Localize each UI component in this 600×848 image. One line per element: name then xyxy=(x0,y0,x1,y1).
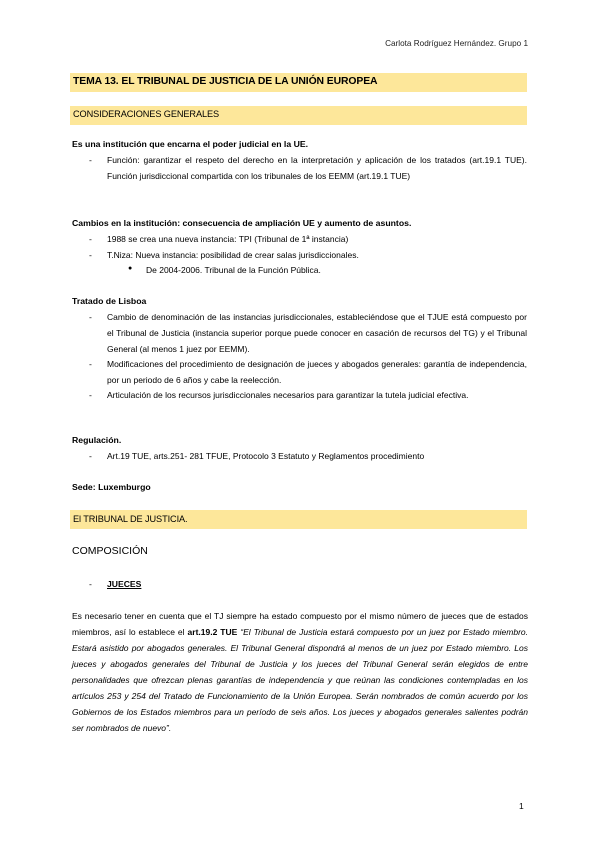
page-number: 1 xyxy=(519,801,524,811)
lisboa-item: Articulación de los recursos jurisdiccionales necesarios para garantizar la tutela judicial efectiva. xyxy=(107,390,469,400)
jueces-heading: JUECES xyxy=(107,579,142,589)
paragraph-intro: Es necesario tener en cuenta que el TJ siempre ha estado compuesto por el mismo número de jueces que de estados miembros, así lo establece el xyxy=(72,611,528,637)
bullet-dash: - xyxy=(89,451,92,461)
bullet-dot: ● xyxy=(128,265,133,272)
cambios-heading: Cambios en la institución: consecuencia de ampliación UE y aumento de asuntos. xyxy=(72,218,412,228)
cambios-item: T.Niza: Nueva instancia: posibilidad de crear salas jurisdiccionales. xyxy=(107,250,359,260)
lisboa-item: Modificaciones del procedimiento de designación de jueces y abogados generales: garantía de independencia, por un periodo de 6 años y cabe la reelección. xyxy=(107,359,527,385)
regulacion-item: Art.19 TUE, arts.251- 281 TFUE, Protocolo 3 Estatuto y Reglamentos procedimiento xyxy=(107,451,425,461)
bullet-dash: - xyxy=(89,579,92,589)
paragraph-quote: “El Tribunal de Justicia estará compuesto por un juez por Estado miembro. Estará asistido por abogados generales. El Tribunal General dispondrá al menos de un juez por Estado miembro. Los jueces y abogados generales del Tribunal de Justicia y los jueces del Tribunal General serán elegidos de entre personalidades que ofrezcan plenas garantías de independencia y que reúnan las condiciones contempladas en los artículos 253 y 254 del Tratado de Funcionamiento de la Unión Europea. Serán nombrados de común acuerdo por los Gobiernos de los Estados miembros para un período de seis años. Los jueces y abogados generales salientes podrán ser nombrados de nuevo”. xyxy=(72,627,528,733)
bullet-dash: - xyxy=(89,390,92,400)
institucion-heading: Es una institución que encarna el poder judicial en la UE. xyxy=(72,139,309,149)
subsection-heading-composicion: COMPOSICIÓN xyxy=(72,545,148,557)
composicion-paragraph xyxy=(72,608,528,736)
header-author-note: Carlota Rodríguez Hernández. Grupo 1 xyxy=(385,39,528,48)
lisboa-item: Cambio de denominación de las instancias jurisdiccionales, estableciéndose que el TJUE está compuesto por el Tribunal de Justicia (instancia superior porque puede conocer en casación de recursos del TG) y el Tribunal General (al menos 1 juez por EEMM). xyxy=(107,312,527,354)
bullet-dash: - xyxy=(89,234,92,244)
institucion-item: Función: garantizar el respeto del derecho en la interpretación y aplicación de los tratados (art.19.1 TUE). Función jurisdiccional compartida con los tribunales de los EEMM (art.19.1 TUE) xyxy=(107,155,527,181)
lisboa-heading: Tratado de Lisboa xyxy=(72,296,147,306)
bullet-dash: - xyxy=(89,359,92,369)
section-heading-consideraciones: CONSIDERACIONES GENERALES xyxy=(73,109,220,119)
paragraph-article-ref: art.19.2 TUE xyxy=(187,627,238,637)
cambios-item: 1988 se crea una nueva instancia: TPI (Tribunal de 1ª instancia) xyxy=(107,234,349,244)
regulacion-heading: Regulación. xyxy=(72,435,122,445)
bullet-dash: - xyxy=(89,155,92,165)
section-heading-tribunal: El TRIBUNAL DE JUSTICIA. xyxy=(73,514,188,524)
document-title: TEMA 13. EL TRIBUNAL DE JUSTICIA DE LA UNIÓN EUROPEA xyxy=(73,76,378,87)
sede-label: Sede: Luxemburgo xyxy=(72,482,151,492)
bullet-dash: - xyxy=(89,250,92,260)
cambios-subitem: De 2004-2006. Tribunal de la Función Pública. xyxy=(146,265,321,275)
bullet-dash: - xyxy=(89,312,92,322)
